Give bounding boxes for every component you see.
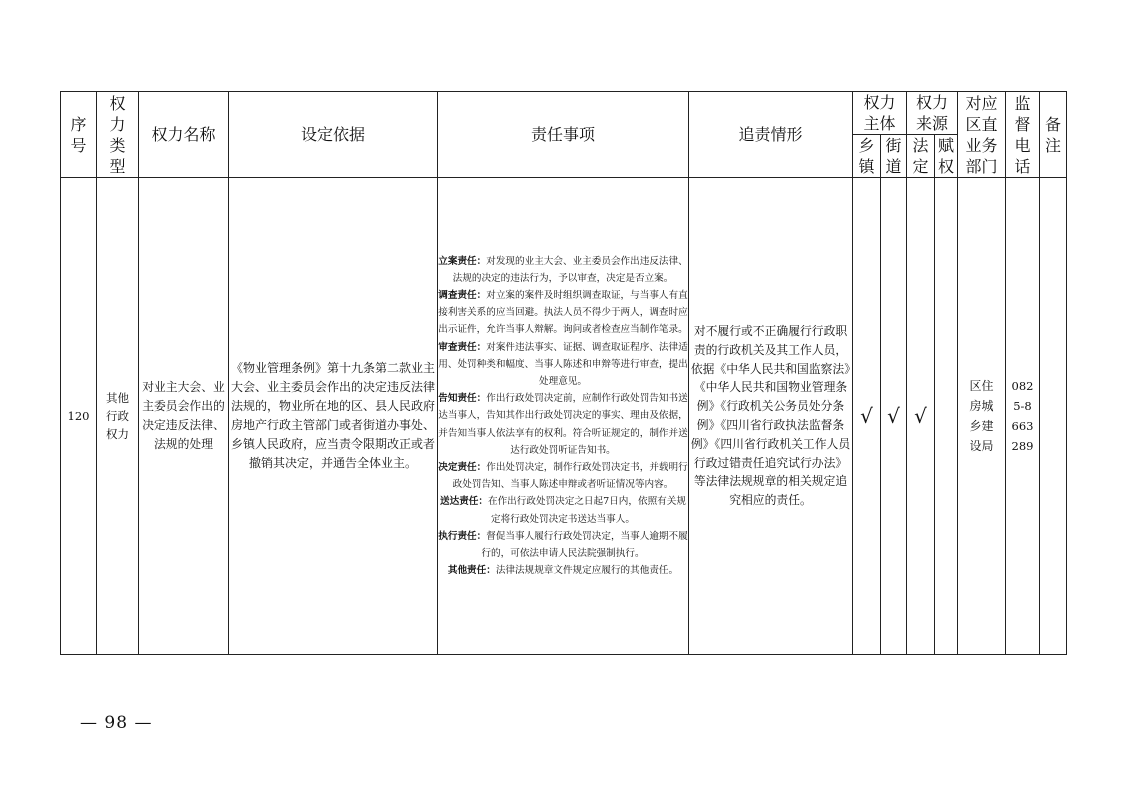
header-name: 权力名称: [139, 92, 229, 178]
cell-type: 其他行政权力: [97, 178, 139, 655]
header-dept: 对应区直业务部门: [958, 92, 1006, 178]
duty-item: 告知责任：作出行政处罚决定前，应制作行政处罚告知书送达当事人，告知其作出行政处罚决定的事实、理由及依据，并告知当事人依法享有的权利。符合听证规定的，制作并送达行政处罚听证告知书。: [438, 393, 688, 456]
duty-item: 立案责任：对发现的业主大会、业主委员会作出违反法律、法规的决定的违法行为，予以审查，决定是否立案。: [438, 255, 688, 284]
header-source: 权力来源: [907, 92, 958, 135]
table-row: [61, 178, 1067, 655]
cell-phone: 0825-8663289: [1006, 178, 1040, 655]
header-row-1: [61, 92, 1067, 135]
page-number: — 98 —: [80, 713, 153, 733]
duty-item: 审查责任：对案件违法事实、证据、调查取证程序、法律适用、处罚种类和幅度、当事人陈述和申辩等进行审查，提出处理意见。: [438, 341, 688, 387]
header-subject: 权力主体: [853, 92, 907, 135]
header-phone: 监督电话: [1006, 92, 1040, 178]
header-duties: 责任事项: [438, 92, 689, 178]
cell-accountability: 对不履行或不正确履行行政职责的行政机关及其工作人员，依据《中华人民共和国监察法》《中华人民共和国物业管理条例》《行政机关公务员处分条例》《四川省行政执法监督条例》《四川省行政机关工作人员行政过错责任追究试行办法》等法律法规规章的相关规定追究相应的责任。: [689, 178, 853, 655]
cell-remark: [1040, 178, 1067, 655]
cell-seq: 120: [61, 178, 97, 655]
duty-item: 其他责任：法律法规规章文件规定应履行的其他责任。: [447, 565, 679, 577]
header-basis: 设定依据: [229, 92, 438, 178]
cell-dept: 区住房城乡建设局: [958, 178, 1006, 655]
duty-item: 调查责任：对立案的案件及时组织调查取证，与当事人有直接利害关系的应当回避。执法人员不得少于两人，调查时应出示证件，允许当事人辩解。询问或者检查应当制作笔录。: [438, 289, 688, 336]
duty-item: 决定责任：作出处罚决定，制作行政处罚决定书，并载明行政处罚告知、当事人陈述申辩或者听证情况等内容。: [438, 462, 688, 491]
cell-duties: [438, 178, 689, 655]
header-remark: 备注: [1040, 92, 1067, 178]
cell-name: 对业主大会、业主委员会作出的决定违反法律、法规的处理: [139, 178, 229, 655]
power-list-table: [60, 91, 1067, 655]
cell-legal-check: √: [907, 178, 935, 655]
duty-item: 送达责任：在作出行政处罚决定之日起7日内，依照有关规定将行政处罚决定书送达当事人。: [440, 496, 686, 525]
header-subject-town: 乡镇: [853, 135, 881, 178]
cell-town-check: √: [853, 178, 881, 655]
header-source-grant: 赋权: [935, 135, 958, 178]
cell-grant-check: [935, 178, 958, 655]
header-accountability: 追责情形: [689, 92, 853, 178]
cell-basis: 《物业管理条例》第十九条第二款业主大会、业主委员会作出的决定违反法律法规的，物业所在地的区、县人民政府房地产行政主管部门或者街道办事处、乡镇人民政府，应当责令限期改正或者撤销其决定，并通告全体业主。: [229, 178, 438, 655]
duty-item: 执行责任：督促当事人履行行政处罚决定，当事人逾期不履行的，可依法申请人民法院强制执行。: [438, 530, 688, 560]
header-source-legal: 法定: [907, 135, 935, 178]
cell-street-check: √: [881, 178, 907, 655]
header-subject-street: 街道: [881, 135, 907, 178]
header-type: 权力类型: [97, 92, 139, 178]
header-seq: 序号: [61, 92, 97, 178]
